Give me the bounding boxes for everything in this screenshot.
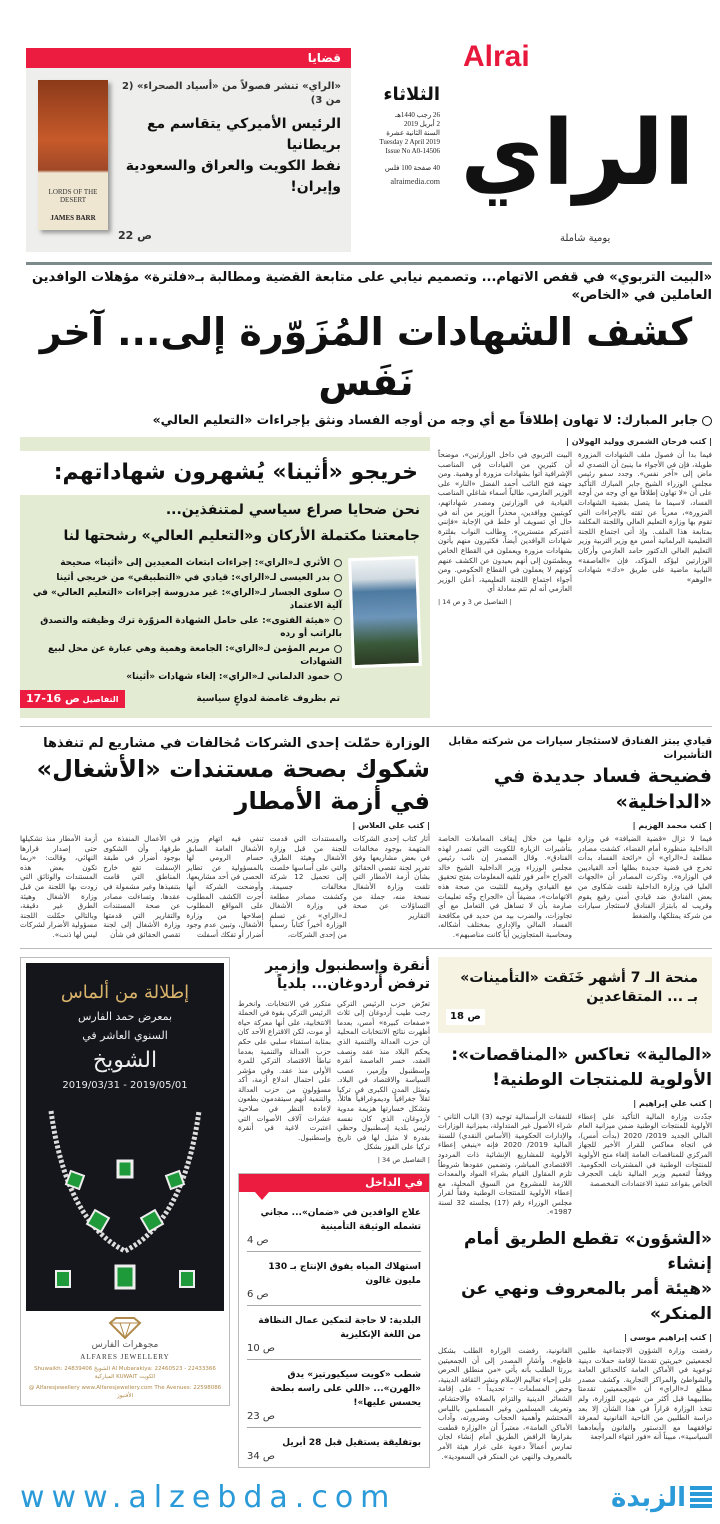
- inside-header: في الداخل: [239, 1174, 429, 1192]
- circle-bullet-icon: [702, 416, 712, 426]
- masthead: [0, 0, 720, 262]
- article-column: متكرر في الانتخابات. وانخرط الرئيس التركي بقوة في الحملة الانتخابية، على أنها معركة حياة أو موت، لكن الاقتراع الأحد كان بمثابة استفتاء سلبي على حكم حزب العدالة والتنمية بعدما تباطأ الاقتصاد التركي للمرة الأولى منذ عقد. وفي مؤشر على احتمال اندلاع أزمة، أكد مسؤولون من حزب العدالة والتنمية أنهم سيتقدمون بطعون لإعادة النظر في صلاحية عشرات آلاف الأصوات التي اعتبرت لاغية في أنقرة وإسطنبول.: [238, 998, 331, 1142]
- interior-article: [438, 735, 712, 940]
- feature-subtitle: نحن ضحايا صراع سياسي لمتنفذين...: [165, 502, 420, 518]
- article-headline[interactable]: [238, 957, 430, 993]
- bullet-list: [30, 557, 342, 686]
- headline-line: «الشؤون» تقطع الطريق أمام إنشاء: [463, 1229, 712, 1275]
- article-body: [438, 450, 712, 594]
- bullet-item: [30, 587, 342, 613]
- brand-name-ar: مجوهرات الفارس: [91, 1339, 159, 1350]
- bullet-text: سلوى الجسار لـ«الراي»: غير مدروسة إجراءات «التعليم العالي» في آلية الاعتماد: [32, 588, 342, 611]
- footer: [20, 1478, 712, 1524]
- logo-latin: Alrai: [463, 40, 530, 73]
- byline: | كتب إبراهيم موسى |: [624, 1333, 712, 1343]
- headline-line: بـ ... المتقاعدين: [586, 988, 698, 1005]
- day: الثلاثاء: [383, 84, 440, 105]
- necklace-image: [46, 1101, 204, 1301]
- bullet-item: [30, 671, 342, 684]
- section-label: قضايا: [26, 48, 351, 68]
- date-gregorian: 2 أبريل 2019: [403, 120, 440, 128]
- lead-row: [20, 437, 712, 718]
- middle-column: [238, 957, 430, 1469]
- bullet-text: الأثري لـ«الراي»: إجراءات ابتعاث المعيدين إلى «أثينا» صحيحة: [60, 558, 330, 568]
- article-kicker: قيادي يبتز الفنادق لاستئجار سيارات من شركته مقابل التأشيرات: [448, 736, 712, 761]
- index-page: ص 23: [247, 1411, 276, 1423]
- diamond-logo-icon: [108, 1317, 142, 1339]
- article-column: تعرّض حزب الرئيس التركي رجب طيب أردوغان إلى ثلاث «صفعات كبيرة» أمس، بعدما أظهرت نتائج الانتخابات المحلية أن حزب العدالة والتنمية الذي يحكم البلاد منذ عقد ونصف العقد، خسر العاصمة أنقرة وإسطنبول وإزمير، عصب السياسة والاقتصاد في البلاد. وتمثل المدن الكبرى في تركيا ثقلاً جغرافياً وديموغرافياً هائلاً، وتشكل خسارتها هزيمة مدوية لأردوغان، الذي كان نفسه رئيس بلدية إسطنبول وحظي بقدرة لا مثيل لها في تاريخ تركيا على الفوز بشكل: [337, 998, 430, 1152]
- article-column: للنفقات الرأسمالية توجيه (3) الباب الثاني - شراء الأصول غير المتداولة، بميزانية الوزارات والإدارات الحكومية (الأساس النقدي) للسنة المالية 2019/ 2020 فإنه «ينبغي إعطاء الأولوية للمشاريع الإنشائية ذات المردود الاقتصادي المباشر، وتضمين عقودها شروطاً تلزم المقاول القيام بشراء المواد والمعدات اللازمة للمشروع من السوق المحلية، مع إعطاء الأولوية للمنتجات الوطنية وفقاً لقرار مجلس الوزراء رقم (17) بجلسته 32 لسنة 1987».: [438, 1111, 573, 1217]
- bullet-text: حمود الدلماني لـ«الراي»: إلغاء شهادات «أثينا»: [126, 672, 330, 682]
- index-title: بوتفليقة يستقيل قبل 28 أبريل: [282, 1438, 421, 1449]
- third-row: [20, 948, 712, 1469]
- bullet-text: مريم المؤمن لـ«الراي»: الجامعة وهمية وهي عبارة عن محل لبيع الشهادات: [48, 644, 342, 667]
- bullet-text: «هيئة الفتوى»: على حامل الشهادة المزوّرة ترك وظيفته والتصدق بالراتب أو رده: [40, 616, 342, 639]
- jewellery-advertisement[interactable]: [20, 957, 230, 1406]
- ad-contact: Shuwaikh: 24839406 الشويخ Al Mubarakiya: 22460523 - 22433366 المباركية KUWAIT الكويت: [34, 1365, 216, 1380]
- year: السنة الثانية عشرة: [386, 129, 440, 137]
- bullet-item: [30, 572, 342, 585]
- book-cover-image: [38, 80, 108, 230]
- article-headline[interactable]: [438, 1043, 712, 1093]
- article-body: [438, 1346, 712, 1461]
- inside-index-box: [238, 1173, 430, 1468]
- article-column: رفضت وزارة الشؤون الاجتماعية طلبين لجمعيتين خيريتين تقدمتا لإقامة حملات دينية توعوية في الأماكن العامة كالحدائق العامة والشواطئ والمراكز التجارية. وكشف مصدر مطلع لـ«الراي» أن «الجمعيتين تقدمتا بطلبيهما قبل أكثر من شهرين للوزارة، ولم تتخذ الوزارة قراراً في هذا الشأن إلا بعد دراسة الطلبين من الناحية القانونية لمعرفة توافقهما مع الدستور والقانون وأبعادهما السياسية»، مبيناً أنه «فور انتهاء المراجعة: [578, 1346, 712, 1442]
- footer-logo-text: الزبدة: [611, 1483, 686, 1514]
- university-building-photo: [348, 556, 422, 668]
- bullet-item: [30, 643, 342, 669]
- index-title: شطب «كويت سيكيورتيز» يدق «الهرن»... «اللي على راسه بطحة يحسس عليها»!: [270, 1370, 421, 1409]
- byline: | كتب محمد الهزيم |: [632, 821, 712, 830]
- issue-number: Issue No A0-14506: [385, 147, 440, 155]
- brand-name-en: ALFARES JEWELLERY: [80, 1352, 170, 1361]
- circle-bullet-icon: [334, 617, 342, 625]
- divider: [26, 262, 712, 265]
- feature-bottom: [26, 690, 420, 708]
- headline-line: «المالية» تعاكس «المناقصات»:: [451, 1044, 712, 1065]
- works-article: [20, 735, 430, 940]
- article-body: [238, 999, 430, 1153]
- index-title: البلدية: لا حاجة لتمكين عمال النظافة من اللغة الإنكليزية: [258, 1316, 421, 1341]
- details-page: ص 16-17: [26, 692, 80, 705]
- byline: | كتب علي العلاس |: [352, 821, 430, 830]
- article-column: في الأعمال المنفذة من طرفها، وأن الشكوى بوجود أضرار في طبقة الإسفلت تقع خارج المناطق التي قامت بتنفيذها وغير مشمولة في عقدها. وتساءلت مصادر عن صحة المستندات والتقارير التي قدمتها وزارة الأشغال إلى لجنة تقصي الحقائق في شأن: [103, 834, 181, 939]
- page-ref: ص 18: [446, 1009, 485, 1025]
- main-headline: كشف الشهادات المُزَوّرة إلى... آخر نَفَس: [39, 310, 693, 404]
- teaser-headline: [118, 114, 341, 198]
- insurance-teaser[interactable]: [438, 957, 712, 1033]
- bullet-item: [30, 557, 342, 570]
- feature-title: خريجو «أثينا» يُشهرون شهاداتهم:: [20, 451, 430, 495]
- headline-line: «هيئة أمر بالمعروف ونهي عن المنكر»: [461, 1279, 712, 1325]
- article-column: أزمة الأمطار منذ تشكيلها حتى إصدار قرارها النهائي، وقالت: «ربما تكون بعض هذه المستندات والوثائق التي زودت بها اللجنة من قبل وزارة الأشغال وهيئة الطرق غير دقيقة، وبالتالي حمّلت اللجنة مسؤولية الأضرار لشركات ليس لها ذنب».: [19, 834, 98, 939]
- bullet-item: [30, 615, 342, 641]
- article-headline[interactable]: [438, 1227, 712, 1327]
- teaser-headline-line: نفط الكويت والعراق والسعودية وإيران!: [125, 158, 341, 195]
- index-item[interactable]: [247, 1428, 421, 1467]
- second-row: [20, 726, 712, 940]
- lead-article: [438, 437, 712, 607]
- index-title: استهلاك المياه يفوق الإنتاج بـ 130 مليون غالون: [268, 1262, 421, 1287]
- headline-line: أنقرة وإسطنبول وإزمير: [265, 957, 430, 974]
- index-item[interactable]: [247, 1360, 421, 1428]
- article-body: [20, 834, 430, 940]
- index-item[interactable]: [247, 1252, 421, 1306]
- ad-dates: 2019/03/31 - 2019/05/01: [62, 1079, 188, 1091]
- article-column: عليها من خلال إيقاف المعاملات الخاصة بتأشيرات الزيارة للكويت التي تصدر لهذه الفنادق». وقال المصدر إن نائب رئيس مجلس الوزراء وزير الداخلية الشيخ خالد الجراح «أمر فور تلقيه المعلومات بفتح تحقيق مع القيادي وقريبه للتثبت من صحة هذه الاتهامات»، مضيفاً أن «الجراح وجّه تعليمات صارمة بأن لا تساهل في التعامل مع أي تجاوزات، والضرب بيد من حديد في مكافحة الفساد المالي والإداري بمختلف أشكاله، ومحاسبة المتجاوزين أياً كانت مناصبهم».: [438, 834, 572, 939]
- date-hijri: 26 رجب 1440هـ: [395, 111, 440, 119]
- newspaper-logo: الراي: [460, 101, 695, 206]
- circle-bullet-icon: [334, 559, 342, 567]
- feature-middle: [30, 557, 420, 686]
- price: 40 صفحة 100 فلس: [384, 164, 440, 172]
- book-title: LORDS OF THE DESERT: [48, 188, 98, 204]
- ad-artwork: [26, 963, 224, 1311]
- article-column: والمستندات التي قدمت للجنة من قبل وزارة الأشغال وهيئة الطرق، والتي على أساسها خلصت إلى تحميل 12 شركة مخالفات جسيمة. وكشفت مصادر مطلعة في وزارة الأشغال لـ«الراي» عن تسلم الوزارة أخيراً كتاباً رسمياً من إحدى الشركات،: [269, 834, 347, 939]
- page-ref: ص 22: [118, 229, 152, 242]
- article-column: فيما بدا أن فصول ملف الشهادات المزورة طويلة، فإن في الأجواء ما ينبئ أن التصدي له ماض إلى «آخر نفس». وجدد سمو رئيس مجلس الوزراء الشيخ جابر المبارك التأكيد على أن «لا تهاون إطلاقاً مع أي وجه من أوجه الفساد، لاسيما ما يتصل بقضية الشهادات المزورة»، معرباً عن ثقته بالإجراءات التي تقوم بها وزارة التعليم العالي واللجنة المكلفة بمتابعة هذا الملف. وإذ أتى اجتماع اللجنة التعليمية البرلمانية أمس مع وزير التربية وزير التعليم العالي الدكتور حامد العازمي وأركان الوزارتين ليؤكد المؤكد، فإن «العاصفة» النيابية ماضية على طريق «دك» شهادات «الوهم»: [578, 450, 712, 584]
- article-column: القانونية، رفضت الوزارة الطلب بشكل قاطع». وأشار المصدر إلى أن الجمعيتين بررتا الطلب بأنه يأتي «من منطلق الحرص على إحياء تعاليم الإسلام ونشر الثقافة الدينية، وحض المسلمات - تحديداً - على إقامة الشعائر الدينية والتزام بالصلاة والاحتشام، وتعريف المسلمين وغير المسلمين باللباس المحتشم وأهمية الحجاب وضرورته، وآداب الأماكن العامة»، معتبراً أن «الوزارة قطعت بقرارها الرافض الطريق أمام إنشاء لجان تمارس أعمالاً دعوية على غرار هيئة الأمر بالمعروف والنهي عن المنكر في السعودية».: [438, 1346, 572, 1461]
- footer-website-link[interactable]: www.alzebda.com: [20, 1480, 397, 1516]
- ad-footer: [26, 1311, 224, 1400]
- teaser-text: [118, 80, 341, 242]
- bullet-continuation: تم بظروف غامضة لدواعٍ سياسية: [196, 693, 340, 704]
- circle-bullet-icon: [334, 645, 342, 653]
- headline-line: منحة الـ 7 أشهر خَنَقت «التأمينات»: [460, 969, 698, 986]
- top-strip-headline: «البيت التربوي» في قفص الاتهام... وتصميم نيابي على متابعة القضية ومطالبة بـ«فلترة» مؤهلات الوافدين العاملين في «الخاص»: [31, 270, 712, 303]
- ad-contact: @ Alfaresjewellery www.Alfaresjewellery.com The Avenues: 22598086 الأفنيوز: [28, 1384, 222, 1399]
- ad-line: بمعرض حمد الفارس: [77, 1009, 173, 1023]
- ad-line: السنوي العاشر في: [82, 1028, 168, 1042]
- details-tag[interactable]: [20, 690, 125, 708]
- article-body: [438, 834, 712, 940]
- headline-line: الأولوية للمنتجات الوطنية!: [492, 1069, 712, 1090]
- ad-location: الشويخ: [92, 1047, 158, 1073]
- details-ref: | التفاصيل ص 3 و ص 14 |: [438, 597, 512, 606]
- circle-bullet-icon: [334, 574, 342, 582]
- index-title: علاج الوافدين في «ضمان»... مجاني تشمله الوثيقة التأمينية: [260, 1208, 421, 1233]
- index-page: ص 10: [247, 1343, 276, 1355]
- teaser-headline: [446, 969, 698, 1007]
- sub-headline-text: جابر المبارك: لا تهاون إطلاقاً مع أي وجه من أوجه الفساد ونثق بإجراءات «التعليم العالي»: [152, 412, 698, 427]
- article-body: [438, 1112, 712, 1218]
- headline-line: ترفض أردوغان... بلدياً: [276, 975, 430, 992]
- footer-logo[interactable]: [611, 1480, 712, 1516]
- feature-subtitle: جامعتنا مكتملة الأركان و«التعليم العالي» رشحتها لنا: [63, 528, 420, 544]
- logo-bars-icon: [690, 1486, 712, 1510]
- ad-title: إطلالة من ألماس: [60, 981, 190, 1003]
- byline: | كتب علي إبراهيم |: [633, 1098, 712, 1108]
- teaser-headline-line: الرئيس الأميركي يتقاسم مع بريطانيا: [146, 116, 341, 153]
- date-en: Tuesday 2 April 2019: [379, 138, 440, 146]
- circle-bullet-icon: [334, 673, 342, 681]
- left-column: [20, 957, 430, 1469]
- index-page: ص 6: [247, 1289, 269, 1301]
- website-link[interactable]: alraimedia.com: [390, 177, 440, 186]
- article-headline[interactable]: شكوك بصحة مستندات «الأشغال» في أزمة الأمطار: [36, 755, 430, 815]
- athens-feature-box[interactable]: [20, 437, 430, 718]
- details-ref: | التفاصيل ص 34 |: [377, 1156, 430, 1165]
- article-column: البيت التربوي في داخل الوزارتين»، موضحاً أن كثيرين من القيادات في المناصب الإشرافية أتوا بشهادات مزورة أو وهمية. ومن جهته فتح النائب أحمد الفضل «النار» على الوزير العازمي، طالباً أسماء شاغلي المناصب القيادية في الوزارتين ومصدر شهاداتهم، كويتيين ووافدين، محذراً الوزير من أنه في حال أي تسويف أو خلط في الإجابة «فإنني أعتبركم متسترين». وطالب النواب بفلترة شهادات الوافدين أيضاً، فكثيرون منهم يأتون بشهادات مزورة ويعملون في القطاع الخاص ويطمئنون إلى أنهم بعيدون عن الكشف عنهم كونهم لا يعملون في القطاع الحكومي. ومن أجواء اجتماع اللجنة التعليمية، أعلن الوزير العازمي أنه لم تتم معادلة أي: [438, 450, 572, 594]
- article-column: تنفي فيه اتهام وزير الأشغال العامة السابق حسام الرومي لها بالمسؤولية عن تطاير الحصى في أحد مشاريعها. وأوضحت الشركة أنها أجرت الكشف المطلوب على المواقع المطلوب إصلاحها من وزارة الأشغال، وتبين عدم وجود أضرار أو تفكك أسفلت: [186, 834, 264, 939]
- bullet-text: بدر العيسى لـ«الراي»: قيادي في «التطبيقي» من خريجي أثينا: [56, 573, 330, 583]
- index-page: ص 34: [247, 1451, 276, 1463]
- right-column: [438, 957, 712, 1462]
- index-page: ص 4: [247, 1235, 269, 1247]
- article-column: فيما لا تزال «قضية الضيافة» في وزارة الداخلية منظورة أمام القضاء، كشفت مصادر مطلعة لـ«الراي» أن «رائحة الفساد بدأت تخرج في قضية جديدة بطلها أحد القياديين في الوزارة». وذكرت المصادر أن «الجهات العليا في وزارة الداخلية تلقت شكاوى من بعض الفنادق ضد قيادي أمني رفيع يقوم وقريب له بابتزاز الفنادق لاستئجار سيارات من شركة يمتلكها، والضغط: [578, 834, 712, 920]
- article-headline[interactable]: فضيحة فساد جديدة في «الداخلية»: [493, 765, 712, 813]
- date-block: [356, 84, 440, 186]
- index-item[interactable]: [247, 1192, 421, 1252]
- byline: | كتب فرحان الشمري ووليد الهولان |: [566, 437, 712, 446]
- page-content: [0, 262, 720, 1524]
- article-column: أثار كتاب إحدى الشركات المتهمة بوجود مخالفات في بعض مشاريعها وفق تقرير لجنة تقصي الحقائق بشأن أزمة الأمطار التي تلقت وزارة الأشغال نسخة منه، جملة من التساؤلات عن صحة التقارير: [352, 834, 430, 920]
- book-author: JAMES BARR: [50, 214, 96, 222]
- index-item[interactable]: [247, 1306, 421, 1360]
- tagline: يومية شاملة: [560, 233, 611, 244]
- qadaya-teaser[interactable]: [26, 68, 351, 252]
- circle-bullet-icon: [334, 589, 342, 597]
- article-column: جدّدت وزارة المالية التأكيد على إعطاء الأولوية للمنتجات الوطنية ضمن ميزانية العام المالي الجديد 2019/ 2020 (بدأت أمس)، في اتجاه معاكس للقرار الأخير للجهاز المركزي للمناقصات العامة إلغاء منح الأولوية للمنتجات الوطنية في المشتريات الحكومية. ووفقاً لتعميم وزير المالية نايف الحجرف الخاص بقواعد تنفيذ الاعتمادات المخصصة: [578, 1111, 712, 1188]
- sub-headline: [20, 411, 712, 429]
- article-kicker: الوزارة حمّلت إحدى الشركات مُخالفات في مشاريع لم تنفذها: [43, 736, 430, 751]
- details-label: التفاصيل: [82, 695, 119, 704]
- teaser-kicker: «الراي» تنشر فصولاً من «أسياد الصحراء» (2 من 3): [121, 81, 341, 106]
